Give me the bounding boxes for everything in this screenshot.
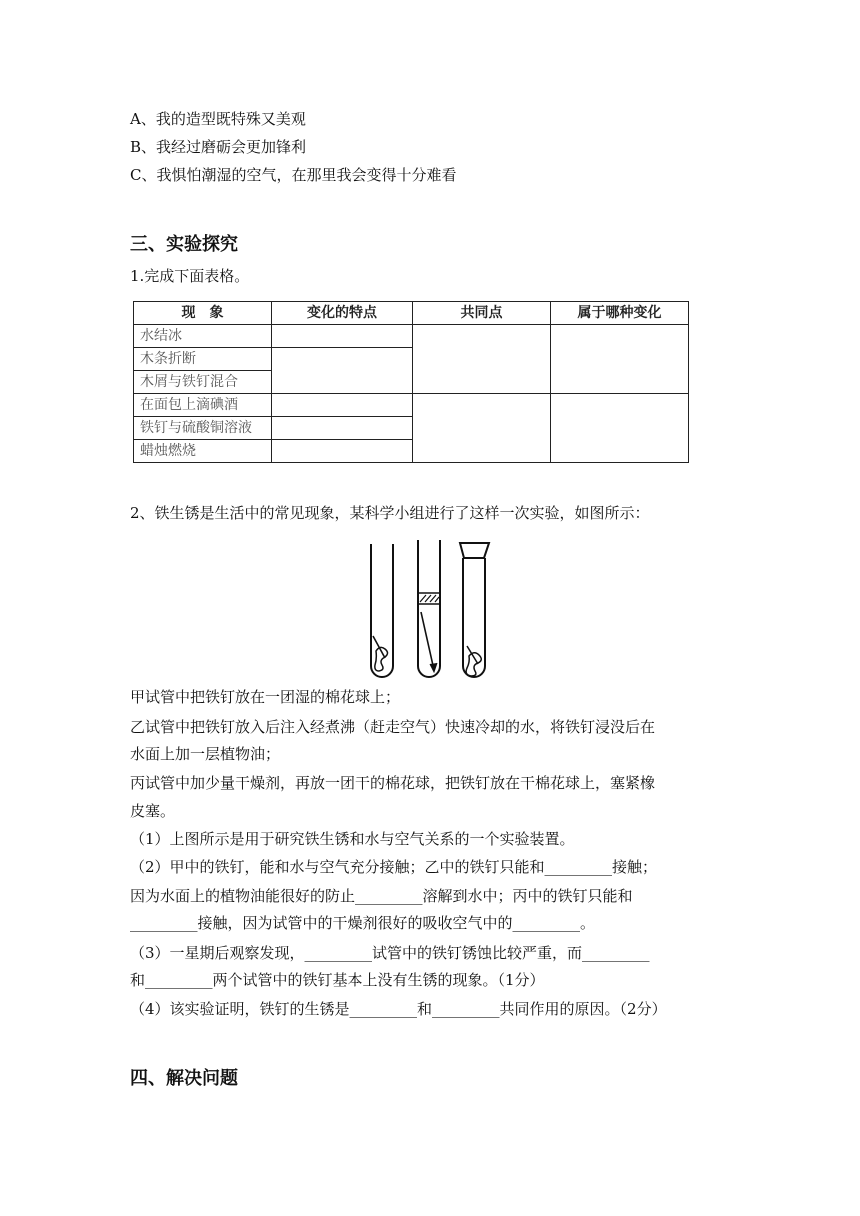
question-1: 1.完成下面表格。	[130, 267, 250, 285]
answer-cell[interactable]	[272, 394, 413, 417]
row-label: 蜡烛燃烧	[134, 440, 272, 463]
option-c: C、我惧怕潮湿的空气，在那里我会变得十分难看	[130, 166, 457, 184]
section4-heading: 四、解决问题	[130, 1068, 238, 1089]
option-b: B、我经过磨砺会更加锋利	[130, 138, 307, 156]
section3-heading: 三、实验探究	[130, 234, 238, 255]
table-header-row	[134, 302, 689, 325]
desc-line: 乙试管中把铁钉放入后注入经煮沸（赶走空气）快速冷却的水，将铁钉浸没后在	[130, 718, 656, 736]
row-label: 木屑与铁钉混合	[134, 371, 272, 394]
part-line: （1）上图所示是用于研究铁生锈和水与空气关系的一个实验装置。	[130, 830, 575, 848]
part-line: （4）该实验证明，铁钉的生锈是_________和_________共同作用的原因。（2分）	[130, 1000, 667, 1018]
answer-cell[interactable]	[551, 394, 689, 463]
part-line: 因为水面上的植物油能很好的防止_________溶解到水中；丙中的铁钉只能和	[130, 887, 633, 905]
option-a: A、我的造型既特殊又美观	[130, 110, 306, 128]
table-row	[134, 325, 689, 348]
desc-line: 丙试管中加少量干燥剂，再放一团干的棉花球，把铁钉放在干棉花球上，塞紧橡	[130, 774, 656, 792]
row-label: 水结冰	[134, 325, 272, 348]
change-table	[133, 301, 688, 458]
row-label: 木条折断	[134, 348, 272, 371]
answer-cell[interactable]	[551, 325, 689, 394]
header-feature: 变化的特点	[272, 302, 413, 325]
tube-yi	[418, 540, 440, 677]
test-tube-figure	[363, 538, 498, 682]
header-type: 属于哪种变化	[551, 302, 689, 325]
answer-cell[interactable]	[272, 348, 413, 394]
part-line: 和_________两个试管中的铁钉基本上没有生锈的现象。（1分）	[130, 971, 545, 989]
header-common: 共同点	[413, 302, 551, 325]
part-line: （3）一星期后观察发现，_________试管中的铁钉锈蚀比较严重，而_________	[130, 944, 650, 962]
answer-cell[interactable]	[272, 417, 413, 440]
answer-cell[interactable]	[413, 325, 551, 394]
row-label: 在面包上滴碘酒	[134, 394, 272, 417]
question-2: 2、铁生锈是生活中的常见现象，某科学小组进行了这样一次实验，如图所示：	[130, 504, 650, 522]
part-line: （2）甲中的铁钉，能和水与空气充分接触；乙中的铁钉只能和_________接触；	[130, 858, 658, 876]
tube-jia	[371, 544, 393, 677]
desc-line: 水面上加一层植物油；	[130, 745, 281, 763]
part-line: _________接触，因为试管中的干燥剂很好的吸收空气中的_________。	[130, 914, 596, 932]
answer-cell[interactable]	[413, 394, 551, 463]
table-row	[134, 394, 689, 417]
row-label: 铁钉与硫酸铜溶液	[134, 417, 272, 440]
desc-line: 皮塞。	[130, 802, 176, 820]
header-phenomenon: 现 象	[134, 302, 272, 325]
answer-cell[interactable]	[272, 325, 413, 348]
answer-cell[interactable]	[272, 440, 413, 463]
desc-line: 甲试管中把铁钉放在一团湿的棉花球上；	[130, 688, 401, 706]
tube-bing	[460, 543, 489, 677]
